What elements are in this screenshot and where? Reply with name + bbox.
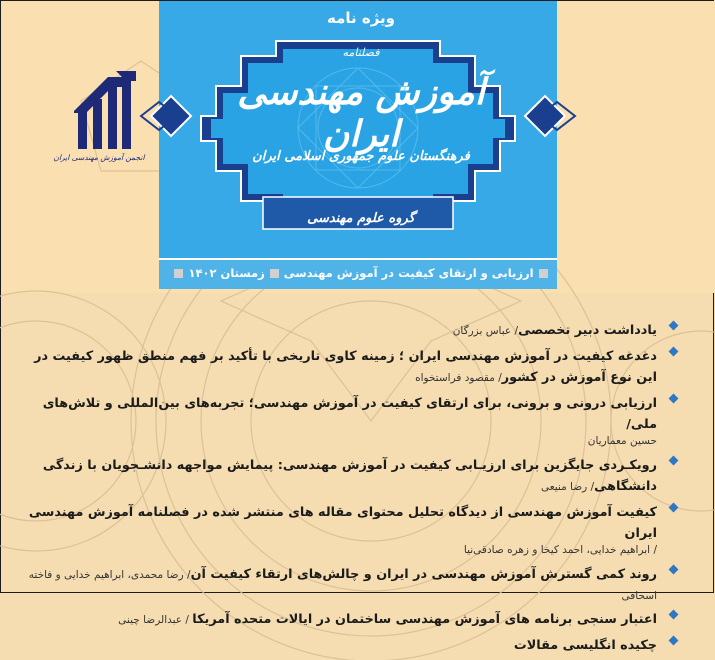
toc-item[interactable]: رویکـردی جایگزین برای ارزیـابی کیفیت در آموزش مهندسی: پیمایش مواجهه دانشـجویان با زندگی دانشگاهی/ رضا منیعی <box>11 454 661 496</box>
table-of-contents <box>11 319 661 660</box>
toc-author: رضا محمدی، ابراهیم خدایی و فاخته اسحاقی <box>28 569 657 602</box>
square-bullet-icon <box>174 269 183 278</box>
toc-item[interactable]: ارزیابی درونی و برونی، برای ارتقای کیفیت در آموزش مهندسی؛ تجربه‌های بین‌المللی و تلاش‌های ملی/ حسین معماریان <box>11 392 661 449</box>
toc-title: اعتبار سنجی برنامه های آموزش مهندسی ساختمان در ایالات متحده آمریکا <box>192 612 657 627</box>
logo-caption: انجمن آموزش مهندسی ایران <box>53 153 145 162</box>
toc-item[interactable]: کیفیت آموزش مهندسی از دیدگاه تحلیل محتوای مقاله های منتشر شده در فصلنامه آموزش مهندسی ایران / ابراهیم خدایی، احمد کیخا و زهره صادقی‌نیا <box>11 501 661 558</box>
issue-info-bar <box>161 263 561 283</box>
toc-title: یادداشت دبیر تخصصی <box>518 323 657 338</box>
diamond-bullet-icon <box>669 636 679 646</box>
journal-prefix: فصلنامه <box>342 46 380 59</box>
toc-item[interactable]: یادداشت دبیر تخصصی/ عباس بزرگان <box>11 319 661 340</box>
toc-item[interactable]: روند کمی گسترش آموزش مهندسی در ایران و چالش‌های ارتقاء کیفیت آن/ رضا محمدی، ابراهیم خدایی و فاخته اسحاقی <box>11 563 661 603</box>
toc-title: کیفیت آموزش مهندسی از دیدگاه تحلیل محتوای مقاله های منتشر شده در فصلنامه آموزش مهندسی ایران <box>28 505 657 541</box>
toc-item[interactable] <box>11 634 661 655</box>
toc-author: ابراهیم خدایی، احمد کیخا و زهره صادقی‌نیا <box>463 544 651 556</box>
diamond-bullet-icon <box>669 610 679 620</box>
toc-title: چکیده انگلیسی مقالات <box>513 638 657 653</box>
toc-author: حسین معماریان <box>587 435 657 447</box>
toc-title: دغدغه کیفیت در آموزش مهندسی ایران ؛ زمینه کاوی تاریخی با تأکید بر فهم منطق ظهور کیفیت در این نوع آموزش در کشور <box>34 349 657 385</box>
toc-title: رویکـردی جایگزین برای ارزیـابی کیفیت در آموزش مهندسی: پیمایش مواجهه دانشـجویان با زندگی دانشگاهی <box>42 458 657 494</box>
academy-name: فرهنگستان علوم جمهوری اسلامی ایران <box>252 149 470 164</box>
toc-title: روند کمی گسترش آموزش مهندسی در ایران و چالش‌های ارتقاء کیفیت آن <box>190 567 657 582</box>
square-bullet-icon <box>270 269 279 278</box>
group-label: گروه علوم مهندسی <box>307 211 415 226</box>
toc-item[interactable]: اعتبار سنجی برنامه های آموزش مهندسی ساختمان در ایالات متحده آمریکا / عبدالرضا چینی <box>11 608 661 629</box>
toc-author: عبدالرضا چینی <box>118 614 183 626</box>
square-bullet-icon <box>539 269 548 278</box>
toc-title: ارزیابی درونی و برونی، برای ارتقای کیفیت در آموزش مهندسی؛ تجربه‌های بین‌المللی و تلاش‌های ملی <box>42 396 657 432</box>
toc-author: مقصود فراستخواه <box>415 372 495 384</box>
special-issue-label: ویژه نامه <box>326 9 395 27</box>
toc-item[interactable]: دغدغه کیفیت در آموزش مهندسی ایران ؛ زمینه کاوی تاریخی با تأکید بر فهم منطق ظهور کیفیت در این نوع آموزش در کشور/ مقصود فراستخواه <box>11 345 661 387</box>
toc-author: رضا منیعی <box>540 481 588 493</box>
issue-topic: ارزیابی و ارتقای کیفیت در آموزش مهندسی <box>283 266 534 280</box>
toc-author: عباس بزرگان <box>452 325 512 337</box>
issue-season: زمستان ۱۴۰۲ <box>188 266 265 280</box>
journal-title: آموزش مهندسی ایران <box>237 71 485 155</box>
